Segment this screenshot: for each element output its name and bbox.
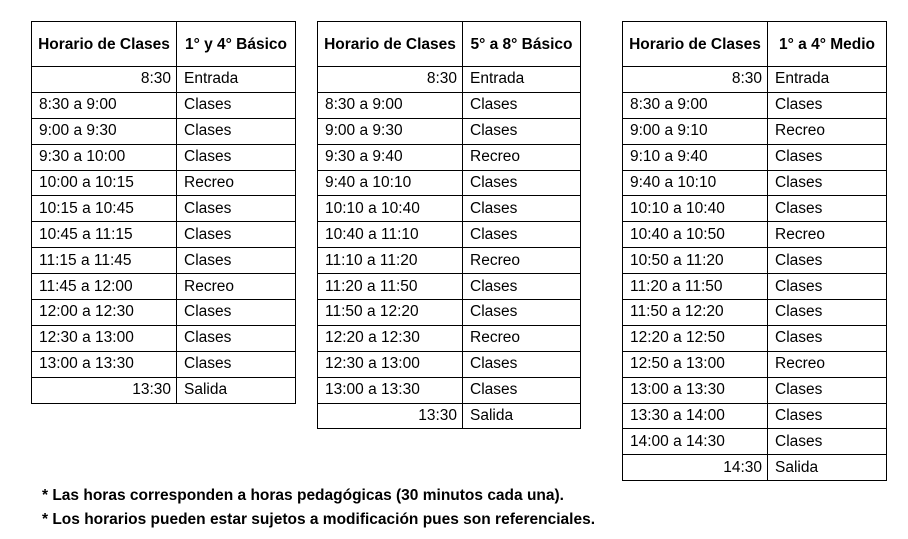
- time-cell: 9:00 a 9:30: [32, 118, 177, 144]
- activity-cell: Clases: [768, 92, 887, 118]
- activity-cell: Clases: [463, 222, 581, 248]
- time-cell: 12:20 a 12:50: [623, 325, 768, 351]
- table-row: [623, 196, 887, 222]
- activity-cell: Clases: [768, 248, 887, 274]
- table-row: [32, 351, 296, 377]
- time-cell: 12:00 a 12:30: [32, 300, 177, 326]
- table-row: [623, 274, 887, 300]
- header-cell: Horario de Clases: [623, 22, 768, 67]
- table-row: [623, 144, 887, 170]
- activity-cell: Recreo: [463, 325, 581, 351]
- table-row: [623, 222, 887, 248]
- time-cell: 8:30 a 9:00: [318, 92, 463, 118]
- activity-cell: Clases: [768, 196, 887, 222]
- time-cell: 11:15 a 11:45: [32, 248, 177, 274]
- time-cell: 13:00 a 13:30: [318, 377, 463, 403]
- time-cell: 13:30: [32, 377, 177, 403]
- time-cell: 11:20 a 11:50: [623, 274, 768, 300]
- header-cell: Horario de Clases: [318, 22, 463, 67]
- time-cell: 13:30: [318, 403, 463, 429]
- footnote: * Las horas corresponden a horas pedagógicas (30 minutos cada una).: [42, 487, 564, 504]
- time-cell: 8:30: [318, 67, 463, 93]
- table-row: [32, 144, 296, 170]
- activity-cell: Clases: [768, 300, 887, 326]
- time-cell: 8:30 a 9:00: [623, 92, 768, 118]
- time-cell: 14:30: [623, 455, 768, 481]
- table-row: [623, 377, 887, 403]
- time-cell: 12:30 a 13:00: [32, 325, 177, 351]
- table-row: [318, 377, 581, 403]
- activity-cell: Clases: [463, 377, 581, 403]
- activity-cell: Recreo: [463, 248, 581, 274]
- table-row: [318, 403, 581, 429]
- table-row: [318, 92, 581, 118]
- time-cell: 9:40 a 10:10: [623, 170, 768, 196]
- activity-cell: Entrada: [463, 67, 581, 93]
- table-row: [318, 274, 581, 300]
- activity-cell: Recreo: [768, 222, 887, 248]
- time-cell: 10:50 a 11:20: [623, 248, 768, 274]
- table-row: [623, 300, 887, 326]
- time-cell: 8:30: [623, 67, 768, 93]
- footnote: * Los horarios pueden estar sujetos a modificación pues son referenciales.: [42, 511, 596, 528]
- activity-cell: Recreo: [463, 144, 581, 170]
- table-row: [318, 144, 581, 170]
- table-row: [32, 196, 296, 222]
- activity-cell: Clases: [463, 92, 581, 118]
- table-row: [623, 429, 887, 455]
- header-cell: Horario de Clases: [32, 22, 177, 67]
- time-cell: 11:10 a 11:20: [318, 248, 463, 274]
- table-row: [32, 377, 296, 403]
- activity-cell: Recreo: [768, 351, 887, 377]
- time-cell: 13:00 a 13:30: [623, 377, 768, 403]
- time-cell: 10:40 a 11:10: [318, 222, 463, 248]
- table-row: [318, 248, 581, 274]
- table-header-row: [32, 22, 296, 67]
- time-cell: 11:20 a 11:50: [318, 274, 463, 300]
- time-cell: 13:30 a 14:00: [623, 403, 768, 429]
- table-row: [318, 222, 581, 248]
- table-row: [32, 325, 296, 351]
- table-row: [623, 403, 887, 429]
- activity-cell: Clases: [768, 325, 887, 351]
- table-row: [318, 325, 581, 351]
- time-cell: 12:30 a 13:00: [318, 351, 463, 377]
- activity-cell: Clases: [768, 429, 887, 455]
- footnotes: [42, 484, 595, 532]
- activity-cell: Clases: [768, 170, 887, 196]
- activity-cell: Clases: [768, 377, 887, 403]
- activity-cell: Clases: [463, 274, 581, 300]
- table-row: [32, 118, 296, 144]
- schedule-table-1-4-basico: [31, 21, 296, 404]
- activity-cell: Entrada: [177, 67, 296, 93]
- table-row: [623, 118, 887, 144]
- activity-cell: Clases: [463, 300, 581, 326]
- time-cell: 9:30 a 10:00: [32, 144, 177, 170]
- time-cell: 13:00 a 13:30: [32, 351, 177, 377]
- table-row: [318, 300, 581, 326]
- activity-cell: Clases: [177, 325, 296, 351]
- time-cell: 9:40 a 10:10: [318, 170, 463, 196]
- time-cell: 10:10 a 10:40: [318, 196, 463, 222]
- activity-cell: Clases: [768, 403, 887, 429]
- time-cell: 9:10 a 9:40: [623, 144, 768, 170]
- table-row: [318, 170, 581, 196]
- table-row: [318, 67, 581, 93]
- time-cell: 10:15 a 10:45: [32, 196, 177, 222]
- table-row: [32, 248, 296, 274]
- activity-cell: Clases: [463, 118, 581, 144]
- activity-cell: Clases: [177, 92, 296, 118]
- table-header-row: [318, 22, 581, 67]
- table-row: [623, 248, 887, 274]
- time-cell: 12:50 a 13:00: [623, 351, 768, 377]
- time-cell: 10:10 a 10:40: [623, 196, 768, 222]
- activity-cell: Clases: [177, 248, 296, 274]
- activity-cell: Salida: [768, 455, 887, 481]
- time-cell: 9:00 a 9:10: [623, 118, 768, 144]
- table-row: [623, 92, 887, 118]
- activity-cell: Salida: [177, 377, 296, 403]
- activity-cell: Clases: [463, 351, 581, 377]
- activity-cell: Clases: [177, 351, 296, 377]
- activity-cell: Recreo: [177, 170, 296, 196]
- activity-cell: Clases: [177, 300, 296, 326]
- activity-cell: Recreo: [768, 118, 887, 144]
- time-cell: 8:30 a 9:00: [32, 92, 177, 118]
- table-row: [32, 300, 296, 326]
- time-cell: 11:45 a 12:00: [32, 274, 177, 300]
- table-row: [623, 351, 887, 377]
- header-cell: 5° a 8° Básico: [463, 22, 581, 67]
- table-row: [32, 92, 296, 118]
- table-row: [318, 351, 581, 377]
- time-cell: 11:50 a 12:20: [318, 300, 463, 326]
- activity-cell: Clases: [177, 222, 296, 248]
- table-row: [318, 118, 581, 144]
- table-row: [32, 274, 296, 300]
- time-cell: 8:30: [32, 67, 177, 93]
- time-cell: 10:45 a 11:15: [32, 222, 177, 248]
- table-row: [623, 455, 887, 481]
- header-cell: 1° y 4° Básico: [177, 22, 296, 67]
- time-cell: 9:30 a 9:40: [318, 144, 463, 170]
- time-cell: 9:00 a 9:30: [318, 118, 463, 144]
- schedule-table-1-4-medio: [622, 21, 887, 481]
- table-row: [623, 325, 887, 351]
- table-row: [32, 222, 296, 248]
- schedule-table-5-8-basico: [317, 21, 581, 429]
- activity-cell: Clases: [177, 196, 296, 222]
- activity-cell: Clases: [768, 144, 887, 170]
- time-cell: 10:00 a 10:15: [32, 170, 177, 196]
- activity-cell: Clases: [177, 118, 296, 144]
- table-row: [623, 170, 887, 196]
- time-cell: 12:20 a 12:30: [318, 325, 463, 351]
- activity-cell: Entrada: [768, 67, 887, 93]
- table-header-row: [623, 22, 887, 67]
- activity-cell: Clases: [768, 274, 887, 300]
- table-row: [318, 196, 581, 222]
- time-cell: 10:40 a 10:50: [623, 222, 768, 248]
- activity-cell: Salida: [463, 403, 581, 429]
- table-row: [32, 67, 296, 93]
- header-cell: 1° a 4° Medio: [768, 22, 887, 67]
- time-cell: 11:50 a 12:20: [623, 300, 768, 326]
- activity-cell: Clases: [463, 196, 581, 222]
- table-row: [623, 67, 887, 93]
- activity-cell: Recreo: [177, 274, 296, 300]
- activity-cell: Clases: [177, 144, 296, 170]
- table-row: [32, 170, 296, 196]
- activity-cell: Clases: [463, 170, 581, 196]
- time-cell: 14:00 a 14:30: [623, 429, 768, 455]
